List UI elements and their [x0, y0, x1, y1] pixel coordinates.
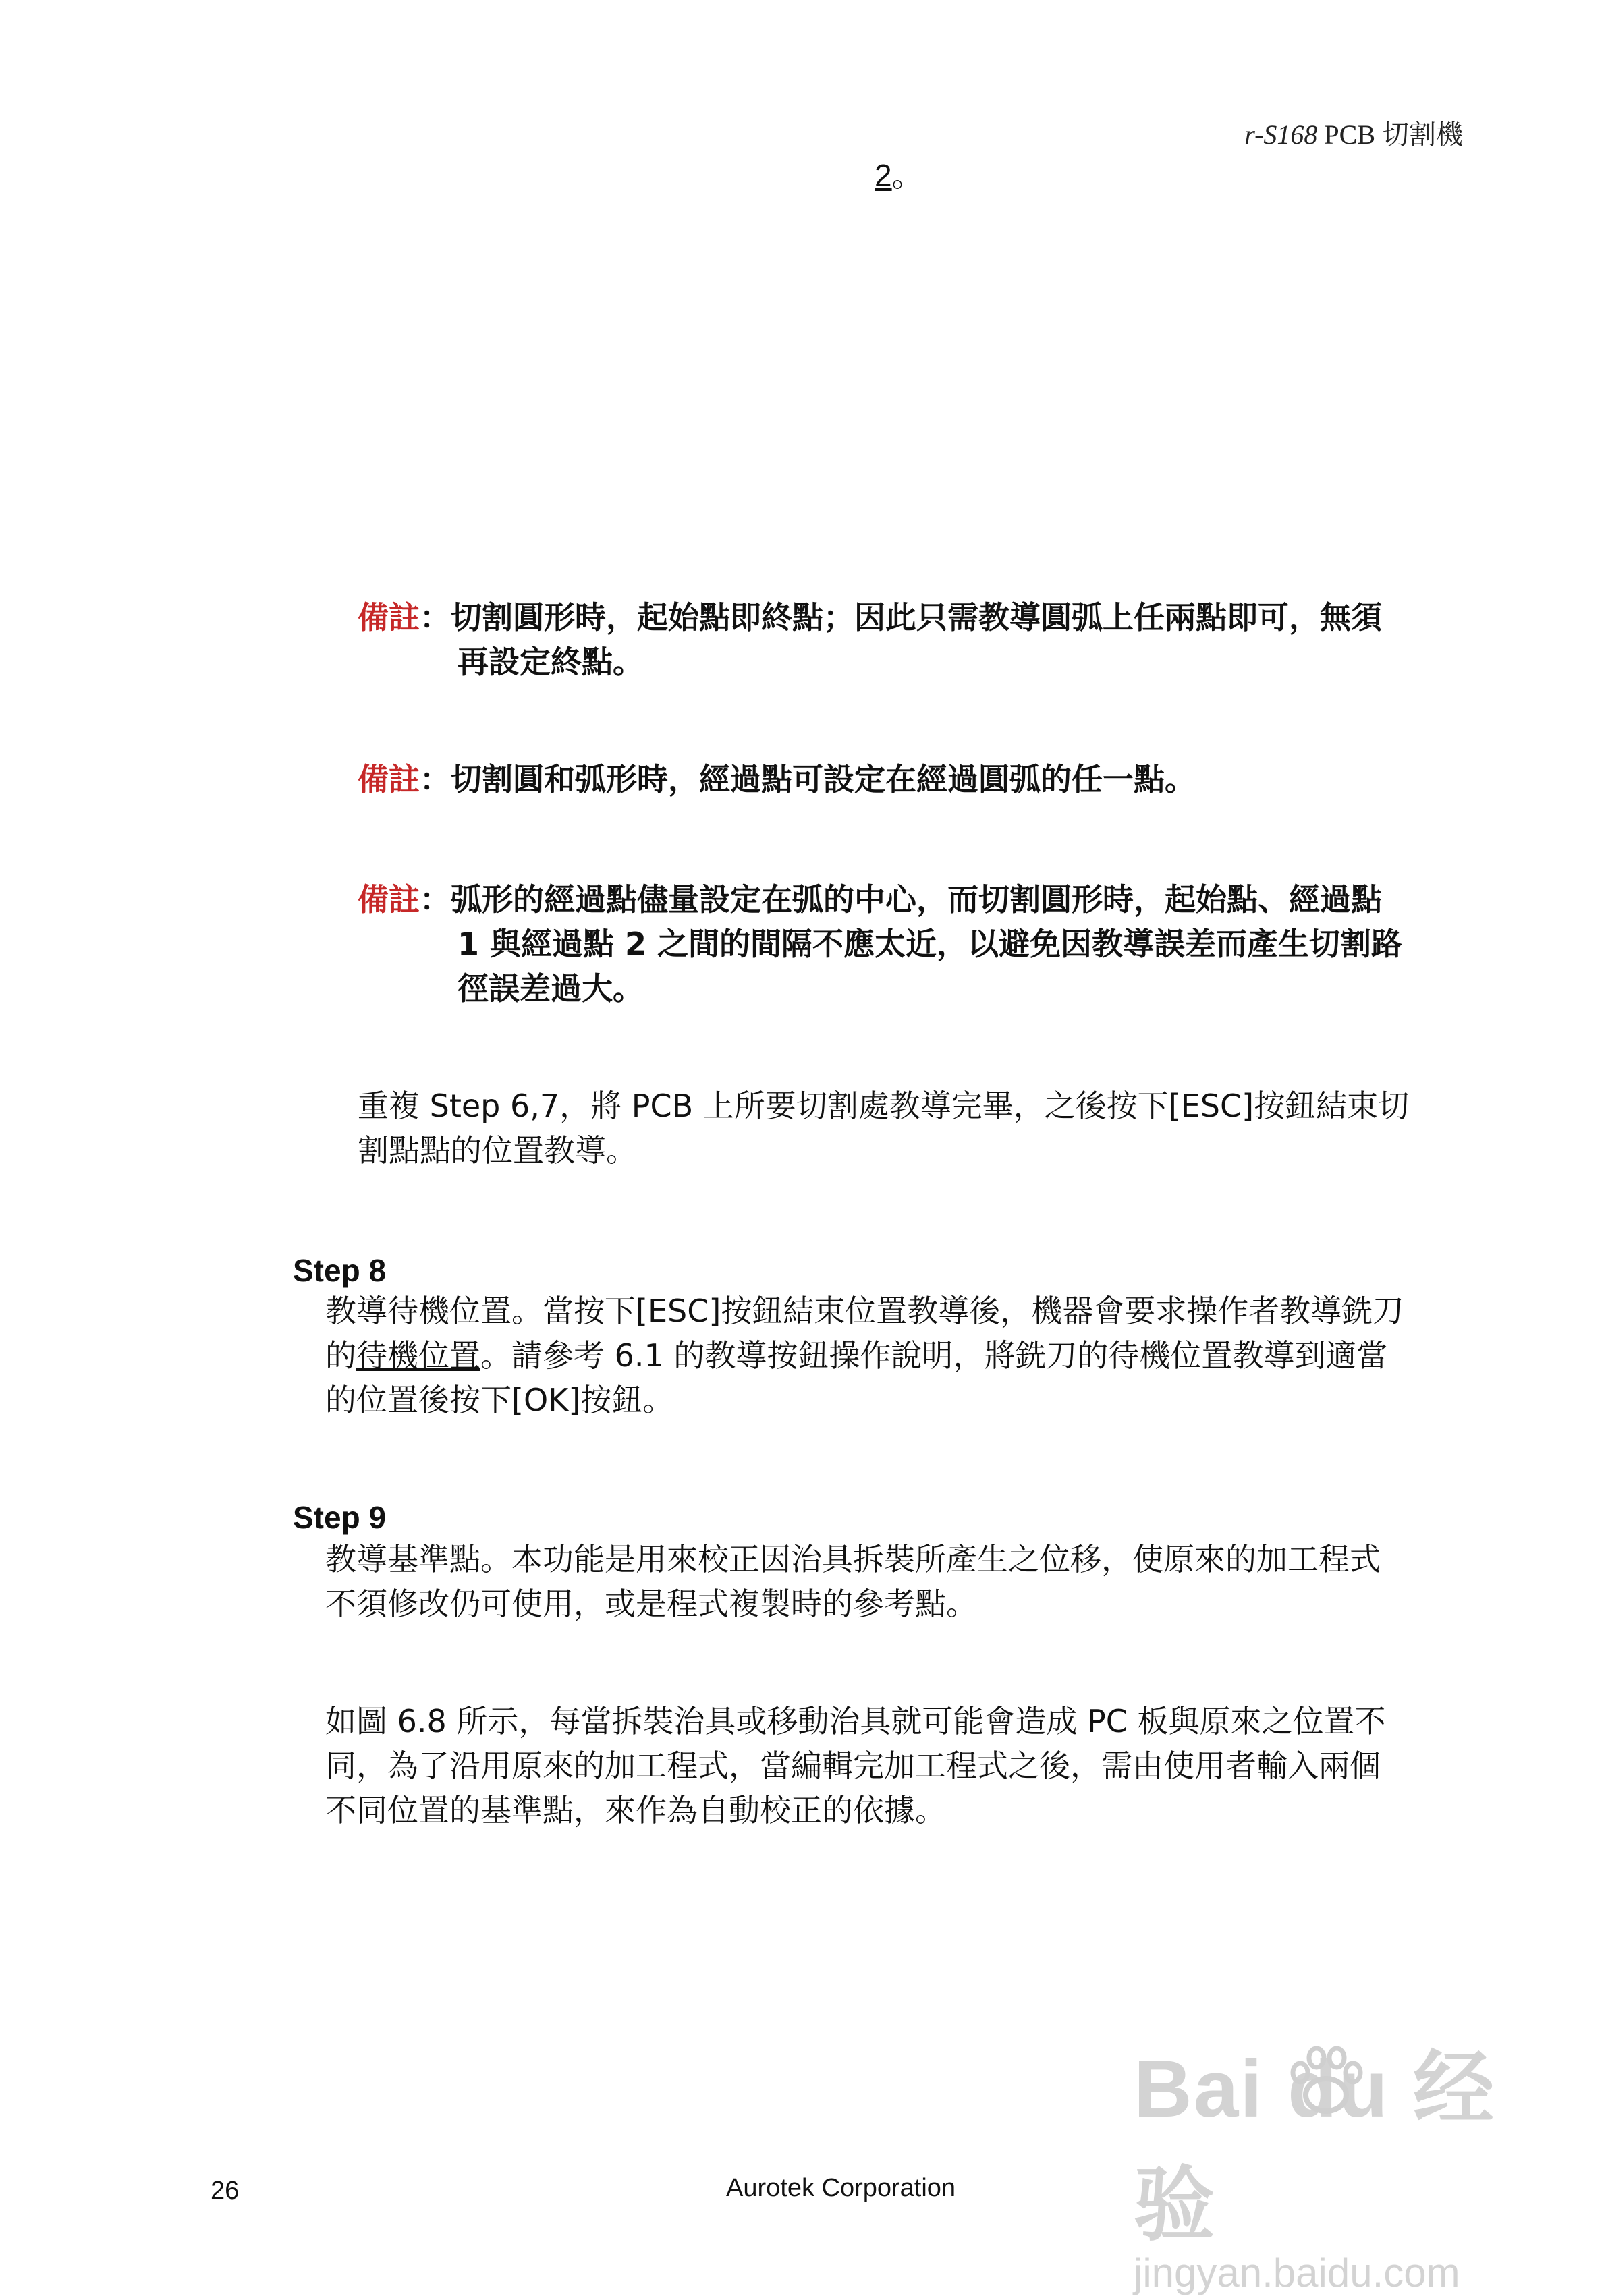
note-3 — [358, 877, 1464, 1011]
note-tag: 備註 — [358, 599, 420, 636]
paragraph-line: 同，為了沿用原來的加工程式，當編輯完加工程式之後，需由使用者輸入兩個 — [325, 1747, 1381, 1784]
note-tag: 備註 — [358, 881, 420, 918]
note-2 — [358, 757, 1464, 802]
paragraph-line: 教導待機位置。當按下[ESC]按鈕結束位置教導後，機器會要求操作者教導銑刀 — [325, 1293, 1404, 1329]
note-line: 切割圓和弧形時，經過點可設定在經過圓弧的任一點。 — [451, 761, 1196, 797]
step8-heading: Step 8 — [293, 1253, 387, 1288]
watermark-logo: Bai du 经验 — [1134, 2044, 1496, 2250]
note-sep: ： — [420, 599, 451, 636]
step9-heading: Step 9 — [293, 1500, 387, 1535]
page-header — [1244, 113, 1463, 152]
line-text: 的 — [325, 1337, 356, 1374]
top-number-value: 2 — [875, 158, 892, 193]
paragraph-line: 如圖 6.8 所示，每當拆裝治具或移動治具就可能會造成 PC 板與原來之位置不 — [325, 1703, 1386, 1739]
note-line: 再設定終點。 — [458, 644, 644, 680]
figure-paragraph — [325, 1699, 1464, 1832]
paragraph-line: 不須修改仍可使用，或是程式複製時的參考點。 — [325, 1586, 977, 1622]
line-text: 。請參考 6.1 的教導按鈕操作說明，將銑刀的待機位置教導到適當 — [480, 1337, 1388, 1374]
header-product: PCB 切割機 — [1324, 119, 1463, 150]
note-sep: ： — [420, 761, 451, 797]
paragraph-line: 教導基準點。本功能是用來校正因治具拆裝所產生之位移，使原來的加工程式 — [325, 1541, 1381, 1577]
note-1 — [358, 595, 1464, 684]
note-line: 弧形的經過點儘量設定在弧的中心，而切割圓形時，起始點、經過點 — [451, 881, 1382, 918]
note-tag: 備註 — [358, 761, 420, 797]
watermark-url: jingyan.baidu.com — [1134, 2250, 1460, 2295]
step8-paragraph — [325, 1289, 1464, 1422]
paw-icon — [1285, 2044, 1366, 2119]
top-number — [875, 151, 923, 196]
repeat-paragraph — [358, 1084, 1464, 1173]
paragraph-line: 不同位置的基準點，來作為自動校正的依據。 — [325, 1792, 946, 1828]
note-sep: ： — [420, 881, 451, 918]
top-number-suffix: 。 — [891, 158, 923, 193]
step9-paragraph — [325, 1537, 1464, 1626]
page-number: 26 — [211, 2177, 240, 2205]
header-model: r-S168 — [1244, 119, 1318, 150]
paragraph-line: 重複 Step 6,7，將 PCB 上所要切割處教導完畢，之後按下[ESC]按鈕結束切 — [358, 1088, 1410, 1124]
paragraph-line: 割點點的位置教導。 — [358, 1132, 637, 1169]
footer-company: Aurotek Corporation — [726, 2174, 956, 2202]
note-line: 切割圓形時，起始點即終點；因此只需教導圓弧上任兩點即可，無須 — [451, 599, 1382, 636]
paragraph-line — [325, 1333, 1464, 1378]
underlined-term: 待機位置 — [356, 1337, 480, 1374]
note-line: 1 與經過點 2 之間的間隔不應太近，以避免因教導誤差而產生切割路 — [458, 926, 1403, 962]
paragraph-line: 的位置後按下[OK]按鈕。 — [325, 1382, 674, 1418]
note-line: 徑誤差過大。 — [458, 970, 644, 1007]
